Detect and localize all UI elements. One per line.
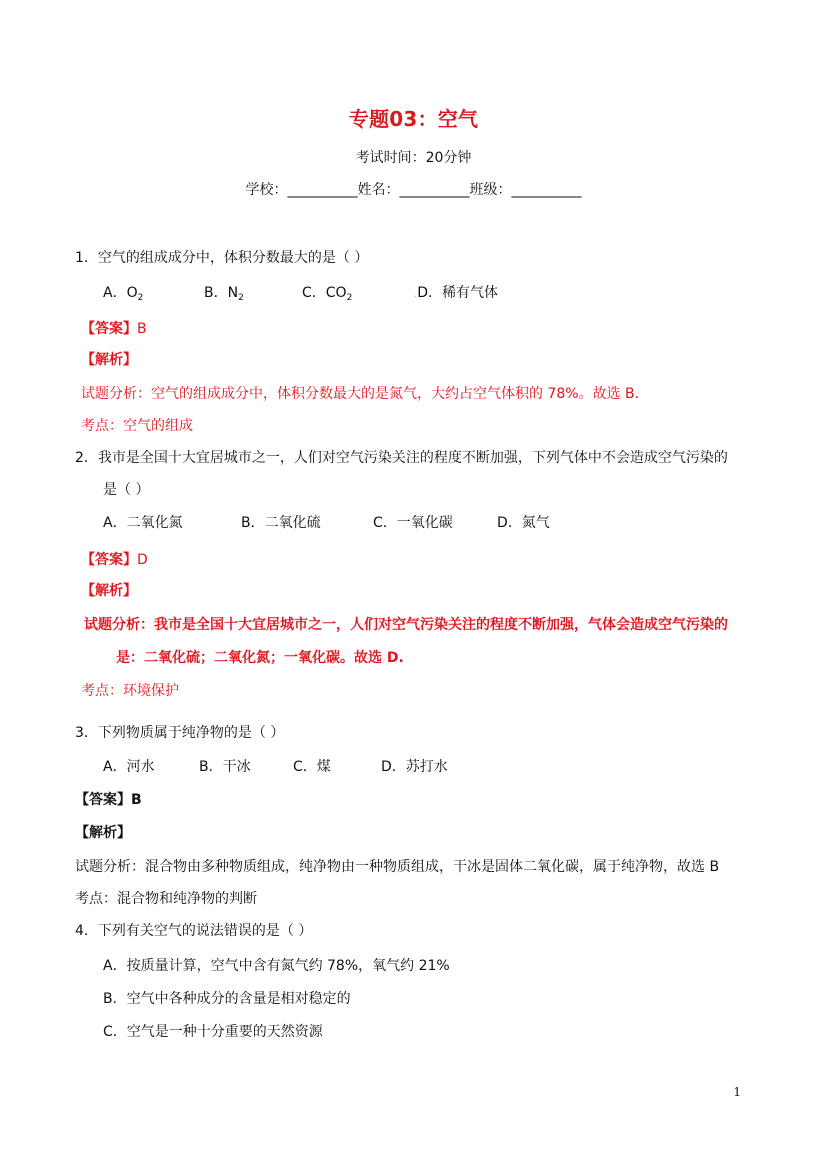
question-2-stem-line-1: 2．我市是全国十大宜居城市之一，人们对空气污染关注的程度不断加强，下列气体中不会造成空气污染的 <box>75 450 728 466</box>
question-2-point: 考点：环境保护 <box>81 683 179 699</box>
class-field: 班级：__________ <box>469 182 582 198</box>
question-3-stem: 3．下列物质属于纯净物的是（ ） <box>75 725 285 741</box>
page-number: 1 <box>733 1085 741 1099</box>
question-3-point: 考点：混合物和纯净物的判断 <box>75 891 257 907</box>
answer-tag: 【答案】 <box>81 552 137 568</box>
question-2-analysis-tag: 【解析】 <box>81 583 137 599</box>
question-4-option-a: A．按质量计算，空气中含有氮气约 78%，氧气约 21% <box>103 958 450 974</box>
question-2-option-a: A．二氧化氮 <box>103 515 183 531</box>
question-2-option-d: D．氮气 <box>497 515 550 531</box>
question-1-stem: 1．空气的组成成分中，体积分数最大的是（ ） <box>75 250 369 266</box>
question-1-answer <box>81 320 147 336</box>
name-field: 姓名：__________ <box>357 182 470 198</box>
stray-dot-mark: . <box>414 289 418 300</box>
student-info-row <box>0 183 827 197</box>
document-title: 专题03：空气 <box>348 107 479 131</box>
answer-value: B <box>137 321 147 337</box>
question-3-option-c: C．煤 <box>293 759 331 775</box>
question-2-analysis-line-2: 是：二氧化硫；二氧化氮；一氧化碳。故选 D. <box>116 650 404 666</box>
question-1-analysis: 试题分析：空气的组成成分中，体积分数最大的是氮气，大约占空气体积的 78%。故选 B． <box>81 386 649 402</box>
question-3-answer: 【答案】B <box>75 792 142 808</box>
question-3-option-d: D．苏打水 <box>381 759 448 775</box>
question-1-option-b <box>204 286 244 303</box>
option-a-subscript: 2 <box>137 293 144 303</box>
question-4-stem: 4．下列有关空气的说法错误的是（ ） <box>75 923 313 939</box>
question-3-analysis-tag: 【解析】 <box>75 825 131 841</box>
question-1-option-a <box>103 286 143 303</box>
question-1-option-c <box>302 286 352 303</box>
option-b-text: B．N <box>204 285 239 301</box>
question-2-stem-line-2: 是（ ） <box>103 482 150 498</box>
question-4-option-c: C．空气是一种十分重要的天然资源 <box>103 1024 323 1040</box>
question-2-option-c: C．一氧化碳 <box>373 515 453 531</box>
question-1-point: 考点：空气的组成 <box>81 418 193 434</box>
option-c-text: C．CO <box>302 285 347 301</box>
question-2-answer <box>81 551 148 567</box>
question-2-option-b: B．二氧化硫 <box>241 515 321 531</box>
school-field: 学校：__________ <box>245 182 358 198</box>
option-b-subscript: 2 <box>238 293 244 303</box>
question-3-analysis: 试题分析：混合物由多种物质组成，纯净物由一种物质组成，干冰是固体二氧化碳，属于纯净物，故选 B <box>75 859 720 875</box>
option-d-text: D．稀有气体 <box>417 285 498 301</box>
question-1-analysis-tag: 【解析】 <box>81 352 137 368</box>
exam-time: 考试时间：20分钟 <box>355 150 472 166</box>
question-1-option-d <box>414 286 498 300</box>
question-3-option-a: A．河水 <box>103 759 155 775</box>
answer-tag: 【答案】 <box>81 321 137 337</box>
question-3-option-b: B．干冰 <box>199 759 251 775</box>
question-4-option-b: B．空气中各种成分的含量是相对稳定的 <box>103 991 351 1007</box>
option-a-text: A．O <box>103 285 138 301</box>
option-c-subscript: 2 <box>346 293 353 303</box>
answer-value: D <box>137 552 148 568</box>
question-2-analysis-line-1: 试题分析：我市是全国十大宜居城市之一，人们对空气污染关注的程度不断加强，气体会造成空气污染的 <box>84 617 728 633</box>
